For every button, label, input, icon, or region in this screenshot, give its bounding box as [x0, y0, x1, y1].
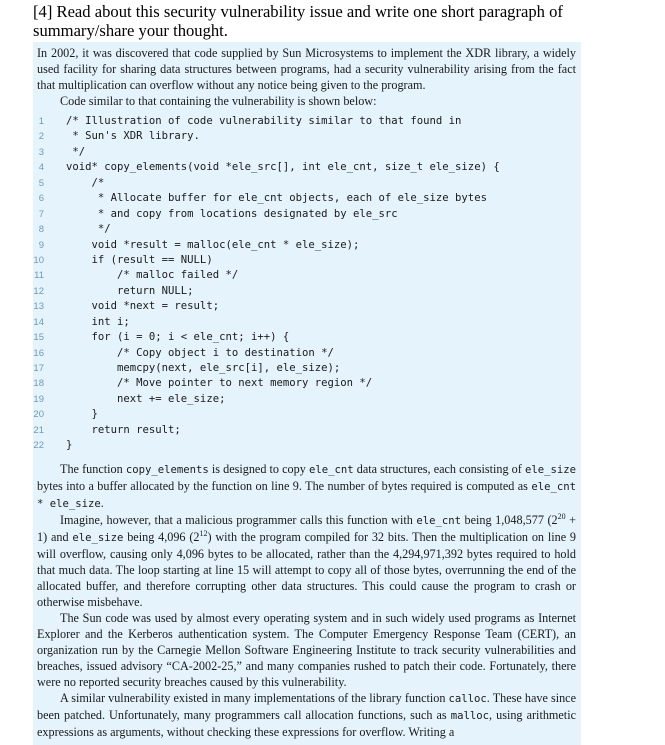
- inline-code: ele_cnt: [308, 463, 354, 476]
- code-text: void *next = result;: [66, 300, 220, 313]
- code-line: [33, 238, 581, 253]
- code-text: }: [66, 439, 73, 452]
- intro-paragraph: In 2002, it was discovered that code supplied by Sun Microsystems to implement the XDR library, a widely used facility for sharing data structures between programs, had a security vulnerability arising from the fact that multiplication can overflow without any notice being given to the program.: [37, 46, 576, 92]
- code-text: /* Move pointer to next memory region */: [66, 377, 373, 390]
- text: being 4,096 (2: [123, 529, 200, 544]
- code-line: [33, 114, 581, 129]
- code-text: int i;: [66, 315, 130, 328]
- exponent: 12: [199, 528, 208, 538]
- code-line: [33, 438, 581, 453]
- line-number: 17: [33, 363, 44, 374]
- line-number: 5: [38, 177, 44, 189]
- code-text: * Sun's XDR library.: [66, 130, 200, 143]
- inline-code: copy_elements: [125, 463, 209, 476]
- inline-code: calloc: [448, 692, 487, 705]
- text: The function: [60, 461, 126, 476]
- code-listing: [33, 114, 581, 454]
- line-number: 7: [38, 208, 44, 220]
- code-text: /*: [66, 176, 105, 189]
- text: data structures, each consisting of: [353, 461, 525, 476]
- code-text: void *result = malloc(ele_cnt * ele_size);: [66, 238, 360, 251]
- line-number: 13: [33, 301, 44, 313]
- exponent: 20: [557, 511, 566, 521]
- code-intro-paragraph: Code similar to that containing the vulnerability is shown below:: [60, 94, 377, 108]
- line-number: 6: [38, 193, 44, 205]
- text: being 1,048,577 (2: [461, 512, 558, 527]
- line-number: 8: [38, 224, 44, 236]
- calloc-paragraph: [33, 690, 581, 740]
- text: ) with the program compiled for 32 bits. Then the multiplication on line 9 will overflow, causing only 4,096 bytes to be allocated, rather than the 4,294,971,392 bytes required to hold that much data. The loop starting at line 15 will attempt to copy all of those bytes, overrunning the end of the allocated buffer, and therefore corrupting other data structures. This could cause the program to crash or otherwise misbehave.: [37, 529, 577, 609]
- line-number: 14: [33, 316, 44, 328]
- textbook-excerpt: [33, 42, 581, 745]
- text: A similar vulnerability existed in many implementations of the library function: [60, 690, 449, 705]
- inline-code: ele_size: [72, 531, 124, 544]
- code-line: [33, 376, 581, 391]
- code-line: [33, 361, 581, 376]
- text: + 1) and: [37, 512, 576, 544]
- question-prompt: [4] Read about this security vulnerability issue and write one short paragraph of summary/share your thought.: [33, 2, 563, 40]
- text: Imagine, however, that a malicious programmer calls this function with: [60, 512, 417, 527]
- code-text: return result;: [66, 423, 181, 436]
- code-line: [33, 299, 581, 314]
- code-text: return NULL;: [66, 284, 194, 297]
- code-text: next += ele_size;: [66, 392, 226, 405]
- code-text: if (result == NULL): [66, 253, 213, 266]
- line-number: 11: [34, 270, 44, 282]
- line-number: 21: [33, 424, 44, 436]
- code-line: [33, 284, 581, 299]
- function-description-paragraph: [33, 461, 581, 512]
- line-number: 19: [33, 393, 44, 405]
- code-line: [33, 222, 581, 237]
- overflow-example-paragraph: [33, 512, 581, 610]
- line-number: 22: [33, 440, 44, 452]
- text: . These have since been patched. Unfortunately, many programmers call allocation functions, such as: [37, 690, 576, 722]
- line-number: 1: [38, 116, 44, 127]
- line-number: 15: [33, 332, 44, 344]
- code-text: /* Copy object i to destination */: [66, 346, 334, 359]
- code-text: /* Illustration of code vulnerability similar to that found in: [66, 115, 462, 127]
- line-number: 20: [33, 409, 44, 421]
- line-number: 10: [33, 254, 44, 266]
- text: , using arithmetic expressions as arguments, without checking these expressions for overflow. Writing a: [37, 707, 576, 739]
- code-text: }: [66, 408, 98, 421]
- text: is designed to copy: [208, 461, 309, 476]
- line-number: 2: [38, 131, 44, 143]
- code-line: [33, 176, 581, 191]
- inline-code: malloc: [450, 709, 490, 722]
- code-line: [33, 423, 581, 438]
- code-line: [33, 407, 581, 422]
- code-line: [33, 268, 581, 283]
- line-number: 18: [33, 378, 44, 390]
- code-text: void* copy_elements(void *ele_src[], int ele_cnt, size_t ele_size) {: [66, 161, 500, 174]
- code-line: [33, 160, 581, 175]
- line-number: 4: [38, 162, 44, 174]
- text: bytes into a buffer allocated by the function on line 9. The number of bytes required is computed as: [37, 478, 532, 493]
- code-line: [33, 346, 581, 361]
- line-number: 9: [38, 239, 44, 251]
- text: .: [100, 495, 104, 510]
- code-text: memcpy(next, ele_src[i], ele_size);: [66, 362, 341, 374]
- code-line: [33, 191, 581, 206]
- inline-code: ele_size: [524, 463, 576, 476]
- code-line: [33, 330, 581, 345]
- line-number: 16: [33, 347, 44, 359]
- code-line: [33, 253, 581, 268]
- line-number: 3: [38, 146, 44, 158]
- code-text: * Allocate buffer for ele_cnt objects, each of ele_size bytes: [66, 192, 487, 205]
- code-text: */: [66, 223, 111, 236]
- code-line: [33, 207, 581, 222]
- impact-paragraph: The Sun code was used by almost every operating system and in such widely used programs as Internet Explorer and the Kerberos authentication system. The Computer Emergency Response Team (CERT), an organization run by the Carnegie Mellon Software Engineering Institute to track security vulnerabilities and breaches, issued advisory “CA-2002-25,” and many companies rushed to patch their code. Fortunately, there were no reported security breaches caused by this vulnerability.: [37, 610, 576, 689]
- code-text: for (i = 0; i < ele_cnt; i++) {: [66, 331, 290, 344]
- code-text: /* malloc failed */: [66, 269, 239, 282]
- line-number: 12: [33, 285, 44, 297]
- code-line: [33, 315, 581, 330]
- code-line: [33, 392, 581, 407]
- code-line: [33, 129, 581, 144]
- inline-code: ele_cnt: [416, 514, 462, 527]
- code-text: * and copy from locations designated by ele_src: [66, 207, 398, 220]
- inline-code: ele_cnt * ele_size: [37, 480, 576, 510]
- code-line: [33, 145, 581, 160]
- code-text: */: [66, 145, 86, 158]
